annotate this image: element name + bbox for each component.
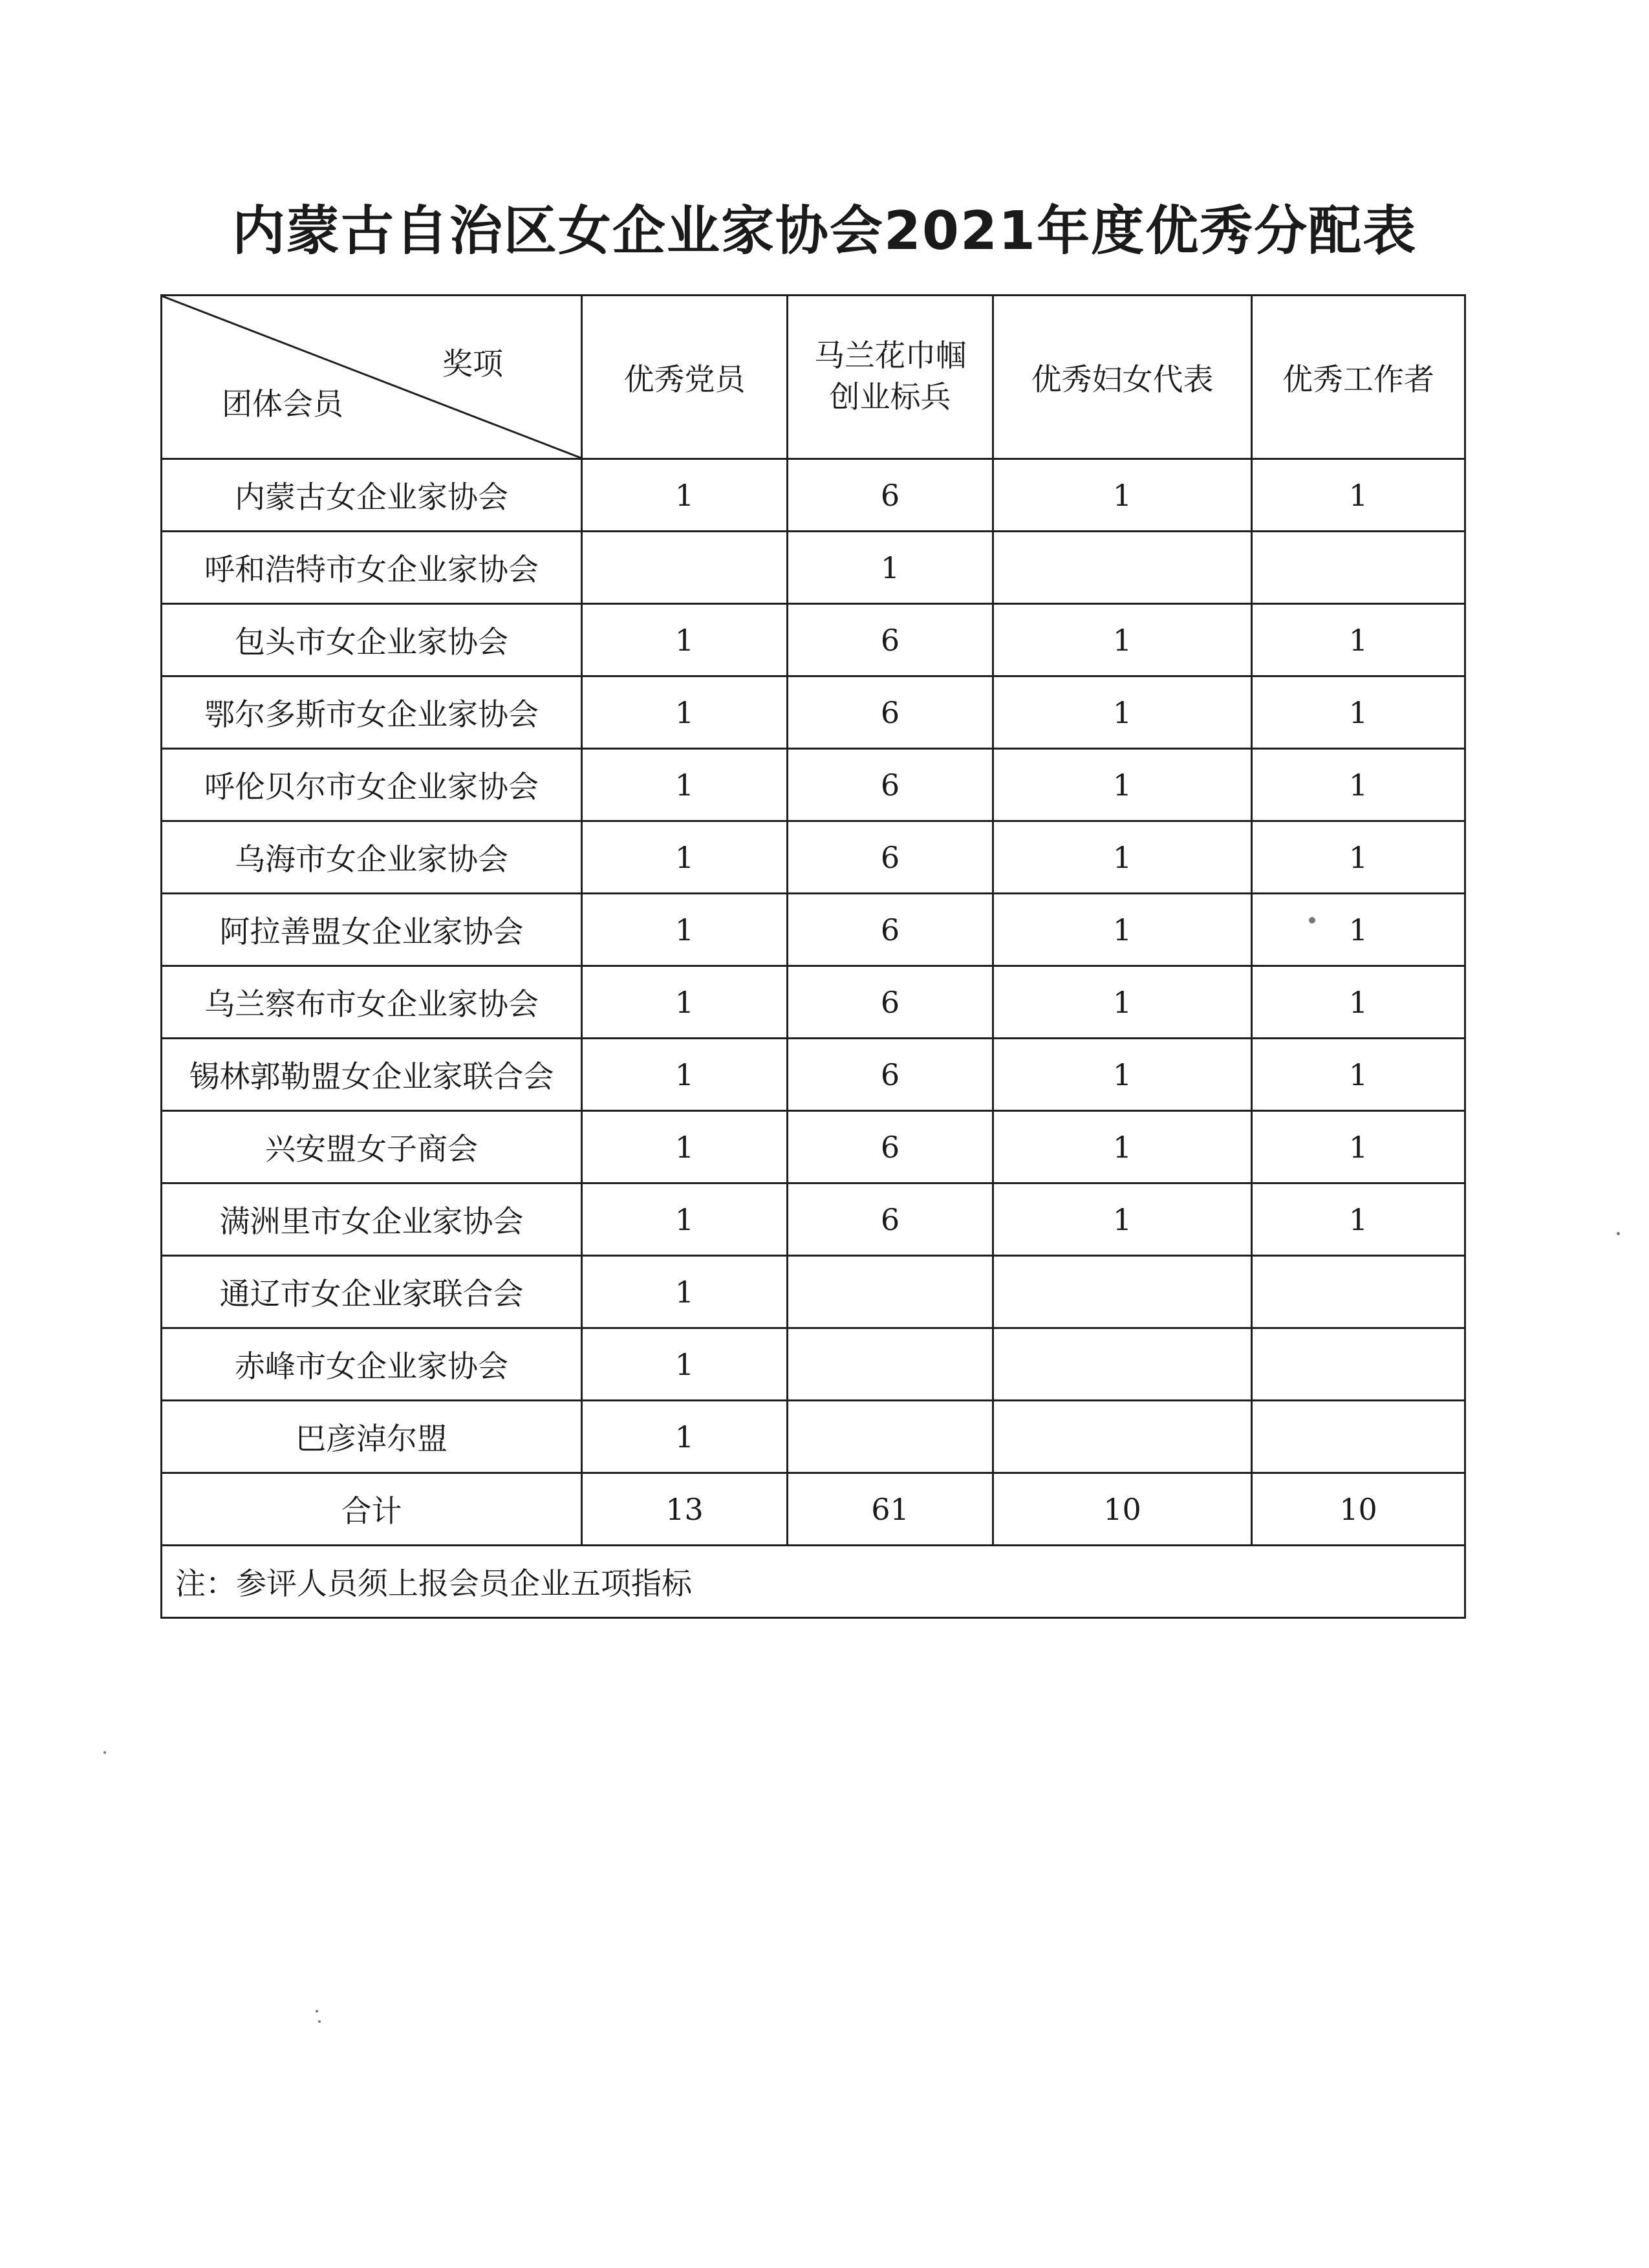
column-header-malanhua-line1: 马兰花巾帼 xyxy=(814,338,966,374)
cell-malanhua: 6 xyxy=(788,749,993,821)
cell-party-member: 1 xyxy=(582,1111,788,1183)
cell-malanhua xyxy=(788,1401,993,1473)
cell-malanhua: 6 xyxy=(788,604,993,676)
cell-women-rep xyxy=(993,1401,1252,1473)
table-row xyxy=(162,1183,1465,1256)
table-row xyxy=(162,1111,1465,1183)
cell-worker: 1 xyxy=(1252,1039,1465,1111)
cell-women-rep xyxy=(993,532,1252,604)
org-name: 乌海市女企业家协会 xyxy=(162,821,582,894)
scan-speck xyxy=(318,2020,321,2023)
cell-party-member: 1 xyxy=(582,894,788,966)
table-row xyxy=(162,1401,1465,1473)
cell-women-rep: 1 xyxy=(993,749,1252,821)
scan-speck xyxy=(1617,1232,1620,1235)
cell-worker xyxy=(1252,1401,1465,1473)
table-row xyxy=(162,459,1465,532)
allocation-table xyxy=(160,294,1466,1619)
cell-worker: 1 xyxy=(1252,966,1465,1039)
org-name: 赤峰市女企业家协会 xyxy=(162,1328,582,1401)
total-women-rep: 10 xyxy=(993,1473,1252,1546)
cell-party-member: 1 xyxy=(582,966,788,1039)
cell-worker: 1 xyxy=(1252,1183,1465,1256)
cell-women-rep: 1 xyxy=(993,459,1252,532)
scan-speck xyxy=(103,1751,106,1754)
total-label: 合计 xyxy=(162,1473,582,1546)
cell-worker: 1 xyxy=(1252,604,1465,676)
org-name: 阿拉善盟女企业家协会 xyxy=(162,894,582,966)
title-prefix: 内蒙古自治区女企业家协会 xyxy=(232,200,884,262)
column-header-malanhua-model xyxy=(788,296,993,459)
cell-party-member: 1 xyxy=(582,1328,788,1401)
cell-malanhua: 6 xyxy=(788,894,993,966)
table-row xyxy=(162,604,1465,676)
cell-women-rep: 1 xyxy=(993,1111,1252,1183)
cell-worker: 1 xyxy=(1252,1111,1465,1183)
corner-award-label: 奖项 xyxy=(442,347,503,382)
cell-worker: 1 xyxy=(1252,821,1465,894)
scan-speck xyxy=(1309,917,1315,923)
cell-malanhua: 6 xyxy=(788,1183,993,1256)
total-worker: 10 xyxy=(1252,1473,1465,1546)
cell-women-rep: 1 xyxy=(993,676,1252,749)
org-name: 兴安盟女子商会 xyxy=(162,1111,582,1183)
cell-party-member: 1 xyxy=(582,1039,788,1111)
cell-women-rep: 1 xyxy=(993,821,1252,894)
cell-women-rep: 1 xyxy=(993,1183,1252,1256)
cell-malanhua xyxy=(788,1256,993,1328)
cell-party-member: 1 xyxy=(582,821,788,894)
table-row xyxy=(162,821,1465,894)
cell-party-member: 1 xyxy=(582,749,788,821)
cell-malanhua: 6 xyxy=(788,1039,993,1111)
table-row xyxy=(162,1039,1465,1111)
column-header-excellent-party-member: 优秀党员 xyxy=(582,296,788,459)
note-row xyxy=(162,1546,1465,1618)
table-row xyxy=(162,966,1465,1039)
cell-malanhua: 6 xyxy=(788,821,993,894)
cell-party-member xyxy=(582,532,788,604)
diagonal-line xyxy=(162,296,581,458)
header-row xyxy=(162,296,1465,459)
cell-party-member: 1 xyxy=(582,1256,788,1328)
org-name: 乌兰察布市女企业家协会 xyxy=(162,966,582,1039)
total-row xyxy=(162,1473,1465,1546)
total-party-member: 13 xyxy=(582,1473,788,1546)
table-row xyxy=(162,532,1465,604)
org-name: 内蒙古女企业家协会 xyxy=(162,459,582,532)
table-row xyxy=(162,1328,1465,1401)
table-row xyxy=(162,1256,1465,1328)
cell-worker: 1 xyxy=(1252,749,1465,821)
scan-speck xyxy=(316,2010,318,2013)
table-row xyxy=(162,676,1465,749)
cell-malanhua: 6 xyxy=(788,459,993,532)
org-name: 锡林郭勒盟女企业家联合会 xyxy=(162,1039,582,1111)
cell-malanhua: 6 xyxy=(788,1111,993,1183)
total-malanhua: 61 xyxy=(788,1473,993,1546)
cell-party-member: 1 xyxy=(582,604,788,676)
column-header-excellent-worker: 优秀工作者 xyxy=(1252,296,1465,459)
column-header-malanhua-line2: 创业标兵 xyxy=(829,380,951,415)
cell-women-rep: 1 xyxy=(993,894,1252,966)
cell-party-member: 1 xyxy=(582,459,788,532)
cell-worker xyxy=(1252,1256,1465,1328)
cell-women-rep xyxy=(993,1328,1252,1401)
column-header-women-representative: 优秀妇女代表 xyxy=(993,296,1252,459)
cell-women-rep: 1 xyxy=(993,604,1252,676)
cell-party-member: 1 xyxy=(582,1183,788,1256)
cell-malanhua xyxy=(788,1328,993,1401)
org-name: 呼和浩特市女企业家协会 xyxy=(162,532,582,604)
cell-party-member: 1 xyxy=(582,676,788,749)
cell-worker xyxy=(1252,532,1465,604)
title-year: 2021 xyxy=(883,200,1037,262)
cell-women-rep: 1 xyxy=(993,966,1252,1039)
cell-worker: 1 xyxy=(1252,894,1465,966)
cell-worker: 1 xyxy=(1252,459,1465,532)
org-name: 包头市女企业家协会 xyxy=(162,604,582,676)
page-title xyxy=(0,189,1649,265)
org-name: 巴彦淖尔盟 xyxy=(162,1401,582,1473)
table-body xyxy=(162,459,1465,1618)
cell-worker xyxy=(1252,1328,1465,1401)
note-text: 注：参评人员须上报会员企业五项指标 xyxy=(162,1546,1465,1618)
org-name: 鄂尔多斯市女企业家协会 xyxy=(162,676,582,749)
table-row xyxy=(162,894,1465,966)
corner-header-cell xyxy=(162,296,582,459)
cell-women-rep: 1 xyxy=(993,1039,1252,1111)
org-name: 通辽市女企业家联合会 xyxy=(162,1256,582,1328)
cell-malanhua: 6 xyxy=(788,966,993,1039)
table-row xyxy=(162,749,1465,821)
org-name: 呼伦贝尔市女企业家协会 xyxy=(162,749,582,821)
cell-party-member: 1 xyxy=(582,1401,788,1473)
title-suffix: 年度优秀分配表 xyxy=(1037,200,1417,262)
cell-malanhua: 1 xyxy=(788,532,993,604)
cell-women-rep xyxy=(993,1256,1252,1328)
org-name: 满洲里市女企业家协会 xyxy=(162,1183,582,1256)
cell-malanhua: 6 xyxy=(788,676,993,749)
cell-worker: 1 xyxy=(1252,676,1465,749)
corner-member-label: 团体会员 xyxy=(222,387,343,422)
